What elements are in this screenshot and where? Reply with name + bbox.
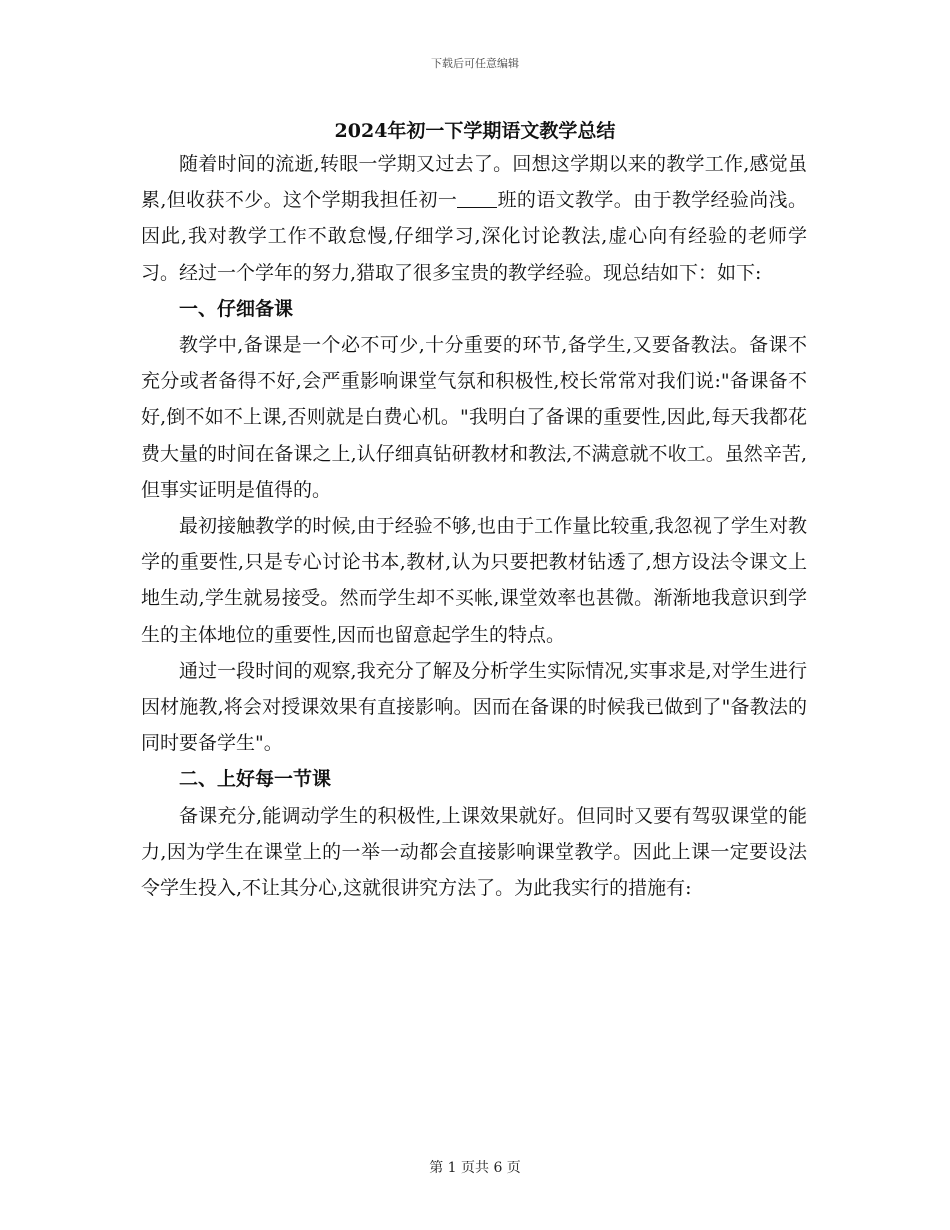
section-heading-1: 一、仔细备课 [179, 297, 294, 320]
intro-text-a: 随着时间的流逝,转眼一学期又过去了。回想这学期以来的教学工作,感觉虽累,但收获不少。这个学期我担任初一 [141, 153, 807, 212]
section1-paragraph-3: 通过一段时间的观察,我充分了解及分析学生实际情况,实事求是,对学生进行因材施教,将会对授课效果有直接影响。因而在备课的时候我已做到了"备教法的同时要备学生"。 [141, 659, 807, 755]
page-title: 2024年初一下学期语文教学总结 [334, 120, 616, 142]
section2-paragraph-1: 备课充分,能调动学生的积极性,上课效果就好。但同时又要有驾驭课堂的能力,因为学生在课堂上的一举一动都会直接影响课堂教学。因此上课一定要设法令学生投入,不让其分心,这就很讲究方法了。为此我实行的措施有: [141, 804, 807, 900]
header-note: 下载后可任意编辑 [431, 57, 519, 70]
section1-paragraph-2: 最初接触教学的时候,由于经验不够,也由于工作量比较重,我忽视了学生对教学的重要性,只是专心讨论书本,教材,认为只要把教材钻透了,想方设法令课文上地生动,学生就易接受。然而学生却不买帐,课堂效率也甚微。渐渐地我意识到学生的主体地位的重要性,因而也留意起学生的特点。 [141, 515, 807, 646]
section1-paragraph-1: 教学中,备课是一个必不可少,十分重要的环节,备学生,又要备教法。备课不充分或者备得不好,会严重影响课堂气氛和积极性,校长常常对我们说:"备课备不好,倒不如不上课,否则就是白费心机。"我明白了备课的重要性,因此,每天我都花费大量的时间在备课之上,认仔细真钻研教材和教法,不满意就不收工。虽然辛苦,但事实证明是值得的。 [141, 334, 807, 501]
section-heading-2: 二、上好每一节课 [179, 768, 332, 791]
intro-paragraph [141, 146, 807, 291]
intro-text-b: 班的语文教学。由于教学经验尚浅。因此,我对教学工作不敢怠慢,仔细学习,深化讨论教法,虚心向有经验的老师学习。经过一个学年的努力,猎取了很多宝贵的教学经验。现总结如下：如下: [141, 189, 807, 284]
class-number-blank [457, 188, 497, 208]
page-footer: 第 1 页共 6 页 [429, 1160, 521, 1176]
document-body [141, 146, 807, 906]
